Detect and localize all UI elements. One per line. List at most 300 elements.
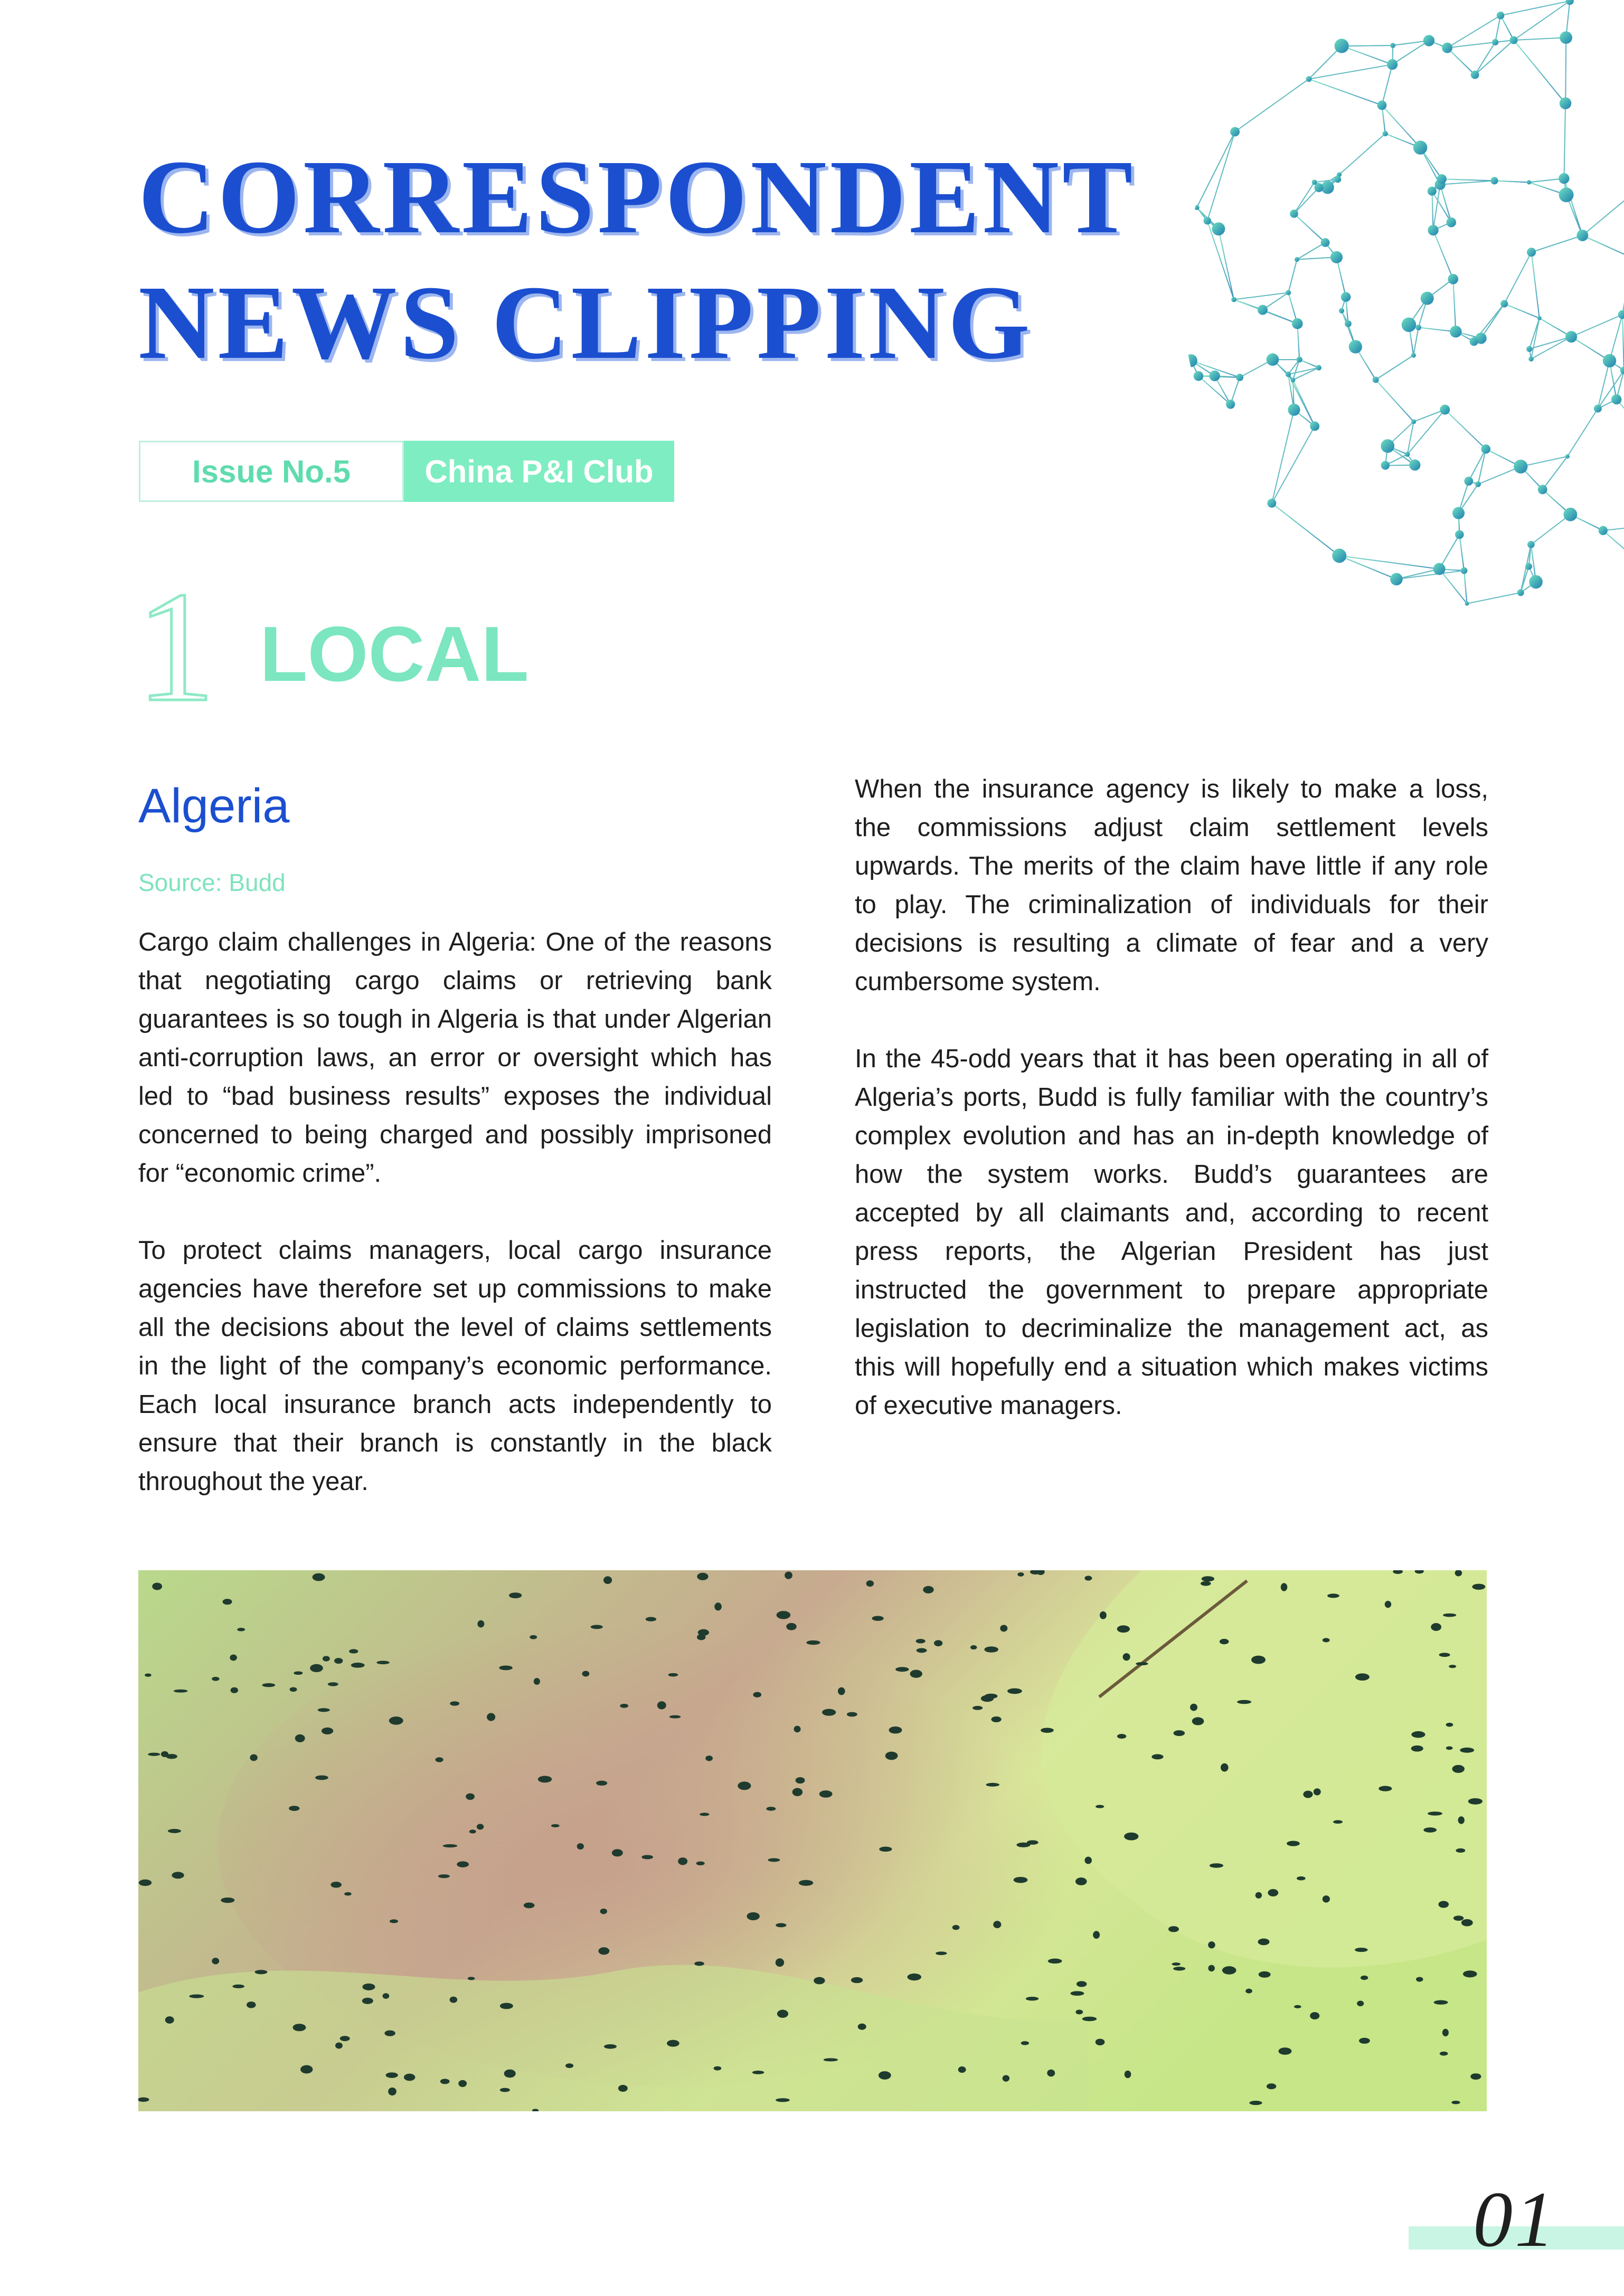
cargo-speck (1434, 2000, 1448, 2005)
cargo-speck (1443, 1614, 1456, 1617)
cargo-speck (1202, 1576, 1214, 1581)
cargo-speck (1007, 1688, 1022, 1694)
cargo-speck (738, 1781, 751, 1790)
globe-link (1571, 337, 1609, 360)
cargo-speck (469, 1829, 476, 1833)
cargo-speck (384, 2031, 395, 2036)
cargo-speck (766, 1807, 776, 1810)
globe-node (1345, 320, 1352, 327)
globe-node (1339, 308, 1344, 314)
cargo-speck (806, 1640, 820, 1645)
cargo-speck (972, 1706, 983, 1710)
globe-link (1445, 410, 1486, 449)
globe-node (1381, 439, 1394, 453)
globe-node (1332, 548, 1346, 563)
cargo-speck (168, 1829, 181, 1833)
cargo-speck (148, 1753, 160, 1756)
network-globe-graphic (1183, 0, 1624, 654)
cargo-speck (917, 1648, 927, 1653)
cargo-speck (895, 1667, 909, 1672)
globe-link (1272, 503, 1339, 556)
cargo-speck (388, 2088, 396, 2095)
cargo-speck (1000, 1625, 1007, 1632)
cargo-speck (322, 1728, 333, 1734)
cargo-speck (1327, 1593, 1339, 1598)
globe-node (1470, 337, 1478, 346)
cargo-speck (323, 1656, 330, 1661)
cargo-speck (1446, 1747, 1453, 1750)
cargo-speck (1084, 1857, 1092, 1864)
issue-badge: Issue No.5 (139, 441, 404, 502)
cargo-speck (1449, 1665, 1456, 1668)
cargo-speck (1027, 1840, 1038, 1844)
cargo-speck (916, 1639, 926, 1644)
globe-node (1517, 589, 1524, 596)
globe-node (1450, 326, 1462, 338)
globe-link (1514, 37, 1566, 40)
cargo-speck (753, 1692, 761, 1697)
globe-node (1526, 346, 1532, 352)
cargo-speck (923, 1586, 933, 1593)
globe-node (1423, 35, 1434, 46)
globe-link (1467, 593, 1521, 604)
cargo-speck (1100, 1611, 1107, 1619)
globe-node (1603, 354, 1616, 367)
globe-node (1465, 602, 1469, 606)
globe-link (1440, 181, 1495, 184)
globe-link (1297, 243, 1326, 260)
globe-link (1272, 426, 1315, 503)
cargo-speck (1431, 1623, 1441, 1631)
globe-node (1387, 59, 1398, 70)
globe-link (1433, 230, 1453, 279)
cargo-speck (250, 1754, 257, 1761)
cargo-speck (161, 1751, 168, 1757)
globe-link (1219, 229, 1234, 300)
cargo-speck (383, 1993, 390, 1999)
cargo-speck (700, 1813, 709, 1816)
globe-node (1428, 186, 1437, 195)
cargo-speck (1220, 1639, 1229, 1644)
cargo-speck (1255, 1892, 1262, 1899)
cargo-speck (293, 2024, 306, 2031)
cargo-speck (1123, 1653, 1130, 1661)
globe-node (1538, 485, 1547, 495)
globe-node (1335, 39, 1349, 53)
cargo-speck (1096, 2039, 1105, 2046)
globe-node (1209, 371, 1220, 381)
globe-node (1415, 325, 1421, 330)
cargo-speck (294, 1671, 303, 1675)
cargo-speck (1470, 2073, 1481, 2080)
globe-node (1203, 217, 1211, 225)
cargo-speck (952, 1925, 960, 1930)
globe-link (1382, 105, 1420, 147)
cargo-speck (776, 1958, 784, 1967)
cargo-speck (1221, 1763, 1229, 1772)
cargo-speck (822, 1709, 836, 1716)
cargo-speck (223, 1599, 232, 1605)
cargo-speck (667, 2040, 679, 2047)
cargo-speck (1355, 1948, 1368, 1952)
globe-link (1568, 409, 1598, 457)
globe-link (1565, 37, 1566, 103)
article-right-column (855, 770, 1488, 1425)
globe-node (1525, 563, 1532, 570)
globe-node (1464, 477, 1473, 486)
globe-link (1478, 449, 1486, 485)
cargo-hold-photo (138, 1570, 1487, 2111)
globe-link (1531, 515, 1571, 545)
globe-node (1230, 127, 1240, 137)
cargo-speck (335, 2043, 343, 2049)
cargo-speck (1472, 1584, 1485, 1590)
globe-link (1442, 179, 1495, 181)
cargo-speck (794, 1726, 801, 1733)
article-paragraph: In the 45-odd years that it has been operating in all of Algeria’s ports, Budd is fully familiar with the country’s complex evolution and has an in-depth knowledge of how the system works. Budd’s guarantees are accepted by all claimants and, according to recent press reports, the Algerian President has just instructed the government to prepare appropriate legislation to decriminalize the management act, as this will hopefully end a situation which makes victims of executive managers. (855, 1045, 1488, 1420)
cargo-speck (362, 1998, 373, 2004)
cargo-speck (1222, 1966, 1236, 1975)
cargo-speck (534, 1678, 540, 1685)
globe-link (1447, 48, 1475, 75)
cargo-speck (389, 1716, 403, 1725)
globe-node (1413, 140, 1427, 154)
cargo-speck (847, 1712, 857, 1717)
cargo-speck (851, 1977, 863, 1983)
cargo-speck (1026, 1997, 1038, 2000)
cargo-speck (1075, 1877, 1087, 1885)
cargo-speck (349, 1649, 358, 1653)
globe-node (1341, 292, 1351, 302)
globe-node (1576, 230, 1588, 241)
cargo-speck (551, 1824, 560, 1827)
cargo-speck (1245, 1989, 1252, 1994)
globe-link (1339, 134, 1385, 175)
globe-node (1292, 318, 1303, 329)
cargo-speck (577, 1843, 584, 1849)
globe-node (1497, 12, 1505, 20)
globe-node (1611, 394, 1621, 404)
cargo-speck (1359, 2038, 1370, 2044)
cargo-speck (331, 1882, 342, 1887)
cargo-speck (604, 2044, 617, 2049)
globe-node (1334, 176, 1341, 183)
globe-link (1598, 360, 1609, 409)
globe-node (1565, 331, 1577, 343)
cargo-speck (1192, 1717, 1204, 1725)
cargo-speck (819, 1790, 833, 1798)
page-number: 01 (1473, 2176, 1556, 2263)
cargo-speck (262, 1683, 275, 1687)
cargo-speck (1281, 1583, 1287, 1591)
globe-node (1231, 297, 1236, 302)
cargo-speck (1428, 1811, 1442, 1816)
cargo-speck (436, 1757, 443, 1762)
cargo-speck (1021, 2041, 1029, 2045)
cargo-speck (598, 1947, 609, 1955)
cargo-speck (221, 1897, 234, 1903)
globe-node (1377, 100, 1386, 110)
cargo-speck (1357, 2000, 1364, 2006)
cargo-speck (289, 1806, 299, 1811)
section-title: LOCAL (260, 611, 529, 698)
globe-node (1481, 444, 1490, 454)
cargo-speck (991, 1716, 1001, 1722)
globe-link (1299, 359, 1319, 367)
globe-node (1428, 225, 1438, 235)
globe-node (1448, 274, 1458, 284)
cargo-speck (139, 1880, 152, 1886)
cargo-speck (1287, 1841, 1300, 1846)
cargo-speck (1125, 2071, 1131, 2078)
cargo-speck (450, 1701, 459, 1706)
cargo-speck (1361, 1976, 1368, 1980)
cargo-speck (970, 1645, 977, 1649)
cargo-speck (777, 1611, 791, 1619)
globe-link (1532, 235, 1583, 252)
cargo-speck (799, 1880, 813, 1886)
cargo-speck (824, 2058, 838, 2061)
globe-node (1306, 76, 1312, 82)
cargo-speck (603, 1576, 612, 1584)
cargo-speck (212, 1677, 219, 1681)
cargo-speck (958, 2066, 966, 2073)
cargo-speck (1136, 1662, 1148, 1665)
globe-link (1392, 41, 1429, 64)
globe-node (1528, 356, 1534, 362)
globe-node (1527, 248, 1536, 257)
cargo-speck (1294, 2005, 1301, 2008)
cargo-speck (1075, 2009, 1083, 2014)
globe-node (1310, 421, 1319, 431)
cargo-speck (1310, 2012, 1319, 2019)
cargo-speck (694, 1961, 704, 1966)
globe-node (1312, 179, 1317, 185)
cargo-speck (1452, 1765, 1465, 1773)
globe-link (1495, 15, 1500, 42)
cargo-speck (538, 1776, 552, 1782)
cargo-speck (838, 1687, 845, 1695)
globe-node (1373, 376, 1379, 383)
cargo-speck (1084, 1576, 1092, 1580)
cargo-speck (255, 1970, 268, 1974)
globe-node (1286, 290, 1291, 295)
article-paragraph: Cargo claim challenges in Algeria: One of the reasons that negotiating cargo claims or retrieving bank guarantees is so tough in Algeria is that under Algerian anti-corruption laws, an error or oversight which has led to “bad business results” exposes the individual concerned to being charged and possibly imprisoned for “economic crime”. (138, 928, 772, 1188)
globe-node (1390, 43, 1395, 48)
cargo-speck (1259, 1971, 1271, 1978)
section-number: 1 (136, 559, 215, 734)
globe-node (1563, 508, 1577, 521)
globe-node (1288, 404, 1300, 416)
cargo-speck (1453, 1915, 1464, 1921)
cargo-speck (678, 1857, 687, 1865)
cargo-speck (1278, 2047, 1291, 2055)
globe-node (1437, 174, 1447, 184)
globe-link (1475, 42, 1495, 75)
globe-node (1594, 405, 1602, 413)
globe-link (1337, 257, 1346, 297)
globe-link (1294, 187, 1319, 213)
globe-link (1469, 449, 1486, 481)
cargo-speck (1385, 1601, 1391, 1608)
globe-node (1226, 400, 1235, 409)
cargo-speck (438, 1874, 450, 1878)
cargo-speck (697, 1634, 705, 1640)
globe-link (1439, 569, 1467, 604)
globe-link (1582, 197, 1624, 235)
cargo-speck (290, 1687, 297, 1692)
cargo-speck (1014, 1877, 1028, 1883)
cargo-speck (669, 1715, 681, 1719)
globe-link (1514, 40, 1565, 103)
globe-node (1381, 461, 1390, 470)
globe-node (1500, 300, 1508, 307)
globe-link (1342, 46, 1392, 64)
globe-node (1409, 459, 1420, 470)
article-country-heading: Algeria (138, 779, 290, 833)
cargo-speck (1124, 1833, 1138, 1840)
globe-link (1610, 315, 1622, 360)
globe-node (1565, 454, 1570, 459)
cargo-speck (1249, 2101, 1262, 2105)
cargo-speck (1117, 1625, 1130, 1633)
cargo-speck (985, 1694, 998, 1699)
cargo-speck (612, 1849, 623, 1856)
cargo-speck (1440, 2052, 1448, 2056)
cargo-speck (646, 1617, 656, 1621)
cargo-speck (705, 1756, 713, 1761)
cargo-speck (1416, 1977, 1423, 1981)
cargo-speck (376, 1661, 389, 1665)
cargo-speck (315, 1776, 328, 1780)
cargo-speck (1333, 1820, 1343, 1824)
globe-node (1490, 177, 1498, 184)
globe-node (1383, 131, 1388, 136)
cargo-speck (1355, 1673, 1370, 1681)
cargo-speck (697, 1573, 708, 1580)
cargo-speck (404, 2074, 415, 2081)
globe-node (1390, 573, 1403, 586)
cargo-speck (351, 1663, 365, 1668)
cargo-speck (1378, 1786, 1392, 1791)
cargo-speck (889, 1726, 902, 1734)
cargo-speck (468, 1977, 475, 1980)
globe-link (1617, 400, 1624, 441)
cargo-speck (1258, 1939, 1270, 1946)
globe-link (1582, 235, 1624, 258)
cargo-speck (247, 2001, 256, 2008)
globe-node (1411, 419, 1416, 424)
globe-link (1571, 315, 1622, 337)
globe-node (1527, 541, 1535, 548)
cargo-speck (1267, 2083, 1276, 2089)
cargo-speck (582, 1671, 589, 1677)
cargo-speck (1168, 1926, 1179, 1932)
globe-node (1440, 405, 1450, 415)
globe-link (1376, 355, 1414, 379)
cargo-speck (934, 1640, 942, 1646)
globe-node (1316, 365, 1321, 370)
globe-link (1603, 530, 1624, 572)
cargo-speck (1041, 1728, 1054, 1733)
cargo-speck (1268, 1889, 1278, 1896)
cargo-speck (1174, 1730, 1185, 1736)
cargo-speck (866, 1580, 874, 1587)
cargo-speck (295, 1734, 305, 1742)
cargo-speck (300, 2065, 313, 2074)
cargo-speck (984, 1646, 998, 1652)
globe-node (1267, 499, 1276, 508)
cargo-speck (457, 1861, 469, 1867)
cargo-speck (796, 1777, 805, 1783)
cargo-speck (1439, 1653, 1450, 1657)
cargo-speck (696, 1862, 705, 1865)
globe-node (1194, 205, 1200, 210)
cargo-speck (443, 1844, 458, 1847)
cargo-speck (1070, 1991, 1084, 1996)
cargo-speck (440, 2079, 450, 2084)
cargo-speck (786, 1623, 796, 1630)
cargo-speck (318, 1708, 330, 1712)
globe-node (1560, 97, 1571, 109)
cargo-speck (1451, 2101, 1460, 2104)
cargo-speck (1456, 1848, 1465, 1853)
cargo-speck (792, 1788, 803, 1796)
globe-node (1442, 43, 1452, 53)
cargo-speck (145, 1674, 152, 1677)
globe-link (1293, 368, 1319, 380)
globe-link (1564, 103, 1565, 178)
cargo-speck (524, 1902, 535, 1908)
cargo-speck (668, 1673, 678, 1677)
cargo-speck (172, 1872, 184, 1878)
cargo-speck (386, 2072, 398, 2077)
cargo-speck (390, 1919, 398, 1923)
globe-node (1321, 238, 1330, 247)
cargo-speck (1463, 1970, 1477, 1977)
globe-node (1433, 563, 1446, 575)
cargo-speck (230, 1655, 237, 1661)
globe-node (1295, 257, 1299, 262)
globe-link (1342, 45, 1393, 46)
cargo-speck (1048, 1959, 1062, 1964)
cargo-speck (1172, 1962, 1181, 1966)
cargo-speck (1423, 1827, 1437, 1833)
globe-link (1207, 132, 1235, 221)
cargo-speck (1017, 1572, 1024, 1577)
globe-node (1559, 173, 1569, 184)
globe-node (1402, 318, 1417, 333)
cargo-speck (872, 1616, 884, 1620)
cargo-speck (504, 2070, 516, 2078)
cargo-speck (776, 1923, 786, 1928)
cargo-speck (1460, 1748, 1474, 1753)
cargo-speck (993, 1921, 1001, 1928)
globe-node (1527, 180, 1531, 184)
globe-link (1197, 132, 1235, 208)
globe-node (1411, 353, 1416, 357)
globe-node (1471, 71, 1479, 79)
cargo-speck (747, 1912, 759, 1920)
cargo-speck (1461, 1919, 1473, 1926)
cargo-speck (1323, 1638, 1330, 1642)
title-line-1: CORRESPONDENT (138, 139, 1136, 255)
cargo-speck (1303, 1791, 1313, 1798)
cargo-speck (477, 1620, 484, 1628)
globe-node (1475, 481, 1481, 487)
cargo-speck (910, 1670, 922, 1678)
cargo-speck (344, 1892, 352, 1896)
